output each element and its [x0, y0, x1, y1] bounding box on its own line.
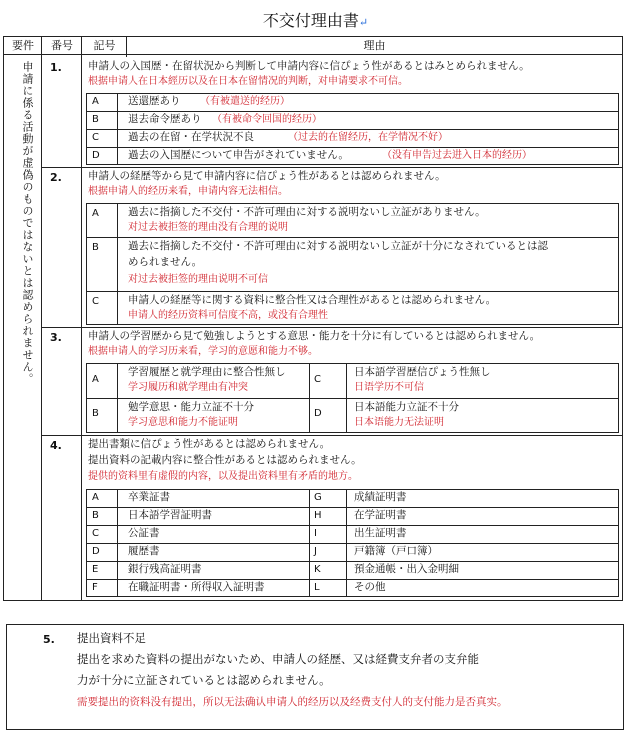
doc-name: 出生証明書 [354, 527, 407, 539]
doc-label: E [92, 564, 99, 575]
col-divider [346, 363, 347, 433]
item-jp: 退去命令歴あり [128, 113, 202, 125]
item-jp: 日本語能力立証不十分 [354, 401, 459, 413]
header-number: 番号 [42, 37, 82, 55]
doc-label: I [314, 528, 317, 539]
item-cn: 对过去被拒签的理由说明不可信 [128, 274, 268, 285]
reason-table [3, 36, 623, 601]
section-number: 2. [50, 171, 62, 184]
item-cn: （有被遣送的经历） [200, 96, 290, 107]
item-jp: 学習履歴と就学理由に整合性無し [128, 366, 286, 378]
sec1-cn: 根据申请人在日本經历以及在日本在留情况的判断，对申请要求不可信。 [88, 76, 408, 87]
row-divider [86, 543, 619, 544]
doc-name: 公証書 [128, 527, 160, 539]
title-text: 不交付理由書 [262, 11, 359, 30]
col-divider [117, 203, 118, 325]
item-label: A [92, 374, 99, 385]
doc-name: 銀行残高証明書 [128, 563, 202, 575]
doc-label: C [92, 528, 99, 539]
return-mark-icon: ↵ [358, 16, 369, 29]
item-label: C [92, 132, 99, 143]
col-divider [309, 363, 310, 433]
doc-name: 日本語学習証明書 [128, 509, 212, 521]
doc-name: 在学証明書 [354, 509, 407, 521]
item-label: A [92, 208, 99, 219]
col-divider [309, 489, 310, 597]
item-jp: 過去に指摘した不交付・不許可理由に対する説明ないし立証がありません。 [128, 206, 486, 218]
header-reason: 理由 [127, 37, 622, 55]
item-cn: 日语学历不可信 [354, 382, 424, 393]
doc-name: 履歴書 [128, 545, 160, 557]
section-5-box [6, 624, 624, 730]
item-cn: 日本语能力无法证明 [354, 417, 444, 428]
section-divider [41, 167, 622, 168]
section-number: 4. [50, 439, 62, 452]
item-label: D [314, 408, 322, 419]
doc-label: A [92, 492, 99, 503]
header-requirement: 要件 [4, 37, 42, 55]
sec5-line1: 提出を求めた資料の提出がないため、申請人の経歴、又は経費支弁者の支弁能 [77, 652, 480, 666]
item-jp: 申請人の経歴等に関する資料に整合性又は合理性があるとは認められません。 [128, 294, 497, 306]
item-label: B [92, 114, 99, 125]
item-cn: 对过去被拒签的理由没有合理的说明 [128, 222, 288, 233]
item-label: D [92, 150, 100, 161]
item-cn: 学习履历和就学理由有冲突 [128, 382, 248, 393]
doc-name: その他 [354, 581, 386, 593]
sec2-cn: 根据申请人的经历来看，申请内容无法相信。 [88, 186, 288, 197]
item-label: C [314, 374, 321, 385]
item-label: B [92, 408, 99, 419]
row-divider [86, 291, 619, 292]
item-label: A [92, 96, 99, 107]
sec3-jp: 申請人の学習歴から見て勉強しようとする意思・能力を十分に有しているとは認められません。 [88, 330, 541, 342]
item-cn: 学习意思和能力不能证明 [128, 417, 238, 428]
col-divider [117, 93, 118, 165]
sec3-cn: 根据申请人的学习历来看，学习的意愿和能力不够。 [88, 346, 318, 357]
item-cn: （有被命令回国的经历） [212, 114, 322, 125]
item-cn: （过去的在留经历，在学情况不好） [288, 132, 448, 143]
sec4-jp2: 提出資料の記載内容に整合性があるとは認められません。 [88, 454, 362, 466]
item-label: C [92, 296, 99, 307]
doc-name: 在職証明書・所得収入証明書 [128, 581, 265, 593]
col-divider [346, 489, 347, 597]
doc-label: H [314, 510, 322, 521]
sec4-jp: 提出書類に信ぴょう性があるとは認められません。 [88, 438, 331, 450]
sec5-cn: 需要提出的资料没有提出，所以无法确认申请人的经历以及经费支付人的支付能力是否真实。 [77, 696, 508, 708]
section-divider [41, 327, 622, 328]
doc-name: 成績証明書 [354, 491, 407, 503]
item-jp: 勉学意思・能力立証不十分 [128, 401, 254, 413]
item-cn: 申请人的经历资料可信度不高，或没有合理性 [128, 310, 328, 321]
doc-label: L [314, 582, 320, 593]
section-number: 3. [50, 331, 62, 344]
doc-label: D [92, 546, 100, 557]
sec5-heading: 提出資料不足 [77, 631, 146, 645]
section-divider [41, 435, 622, 436]
item-jp-cont: められません。 [128, 256, 203, 268]
col-divider [41, 37, 42, 600]
sec5-line2: 力が十分に立証されているとは認められません。 [77, 673, 331, 687]
item-jp: 過去の在留・在学状況不良 [128, 131, 254, 143]
row-divider [86, 237, 619, 238]
requirement-text: 申請に係る活動が虚偽のものではないとは認められません。 [21, 61, 34, 385]
doc-label: K [314, 564, 321, 575]
doc-name: 戸籍簿（戸口簿） [354, 545, 438, 557]
item-jp: 送還歴あり [128, 95, 181, 107]
section-number: 5. [43, 633, 55, 646]
row-divider [86, 525, 619, 526]
sec4-cn: 提供的资料里有虚假的内容，以及提出资料里有矛盾的地方。 [88, 471, 358, 482]
doc-name: 卒業証書 [128, 491, 170, 503]
document-title [0, 8, 631, 31]
row-divider [86, 398, 619, 399]
col-divider [126, 37, 127, 57]
doc-name: 預金通帳・出入金明細 [354, 563, 459, 575]
item-jp: 過去の入国歴について申告がされていません。 [128, 149, 349, 161]
col-divider [117, 489, 118, 597]
item-label: B [92, 242, 99, 253]
col-divider [117, 363, 118, 433]
sec1-jp: 申請人の入国歴・在留状況から判断して申請内容に信ぴょう性があるとはみとめられません。 [88, 60, 530, 72]
sec2-jp: 申請人の経歴等から見て申請内容に信ぴょう性があるとは認められません。 [88, 170, 446, 182]
doc-label: J [314, 546, 317, 557]
section-number: 1. [50, 61, 62, 74]
doc-label: B [92, 510, 99, 521]
doc-label: F [92, 582, 98, 593]
header-code: 記号 [82, 37, 127, 55]
item-cn: （没有申告过去进入日本的经历） [382, 150, 532, 161]
item-jp: 過去に指摘した不交付・不許可理由に対する説明ないし立証が十分になされているとは認 [128, 240, 548, 252]
col-divider [81, 37, 82, 600]
item-jp: 日本語学習歴信ぴょう性無し [354, 366, 491, 378]
doc-label: G [314, 492, 322, 503]
